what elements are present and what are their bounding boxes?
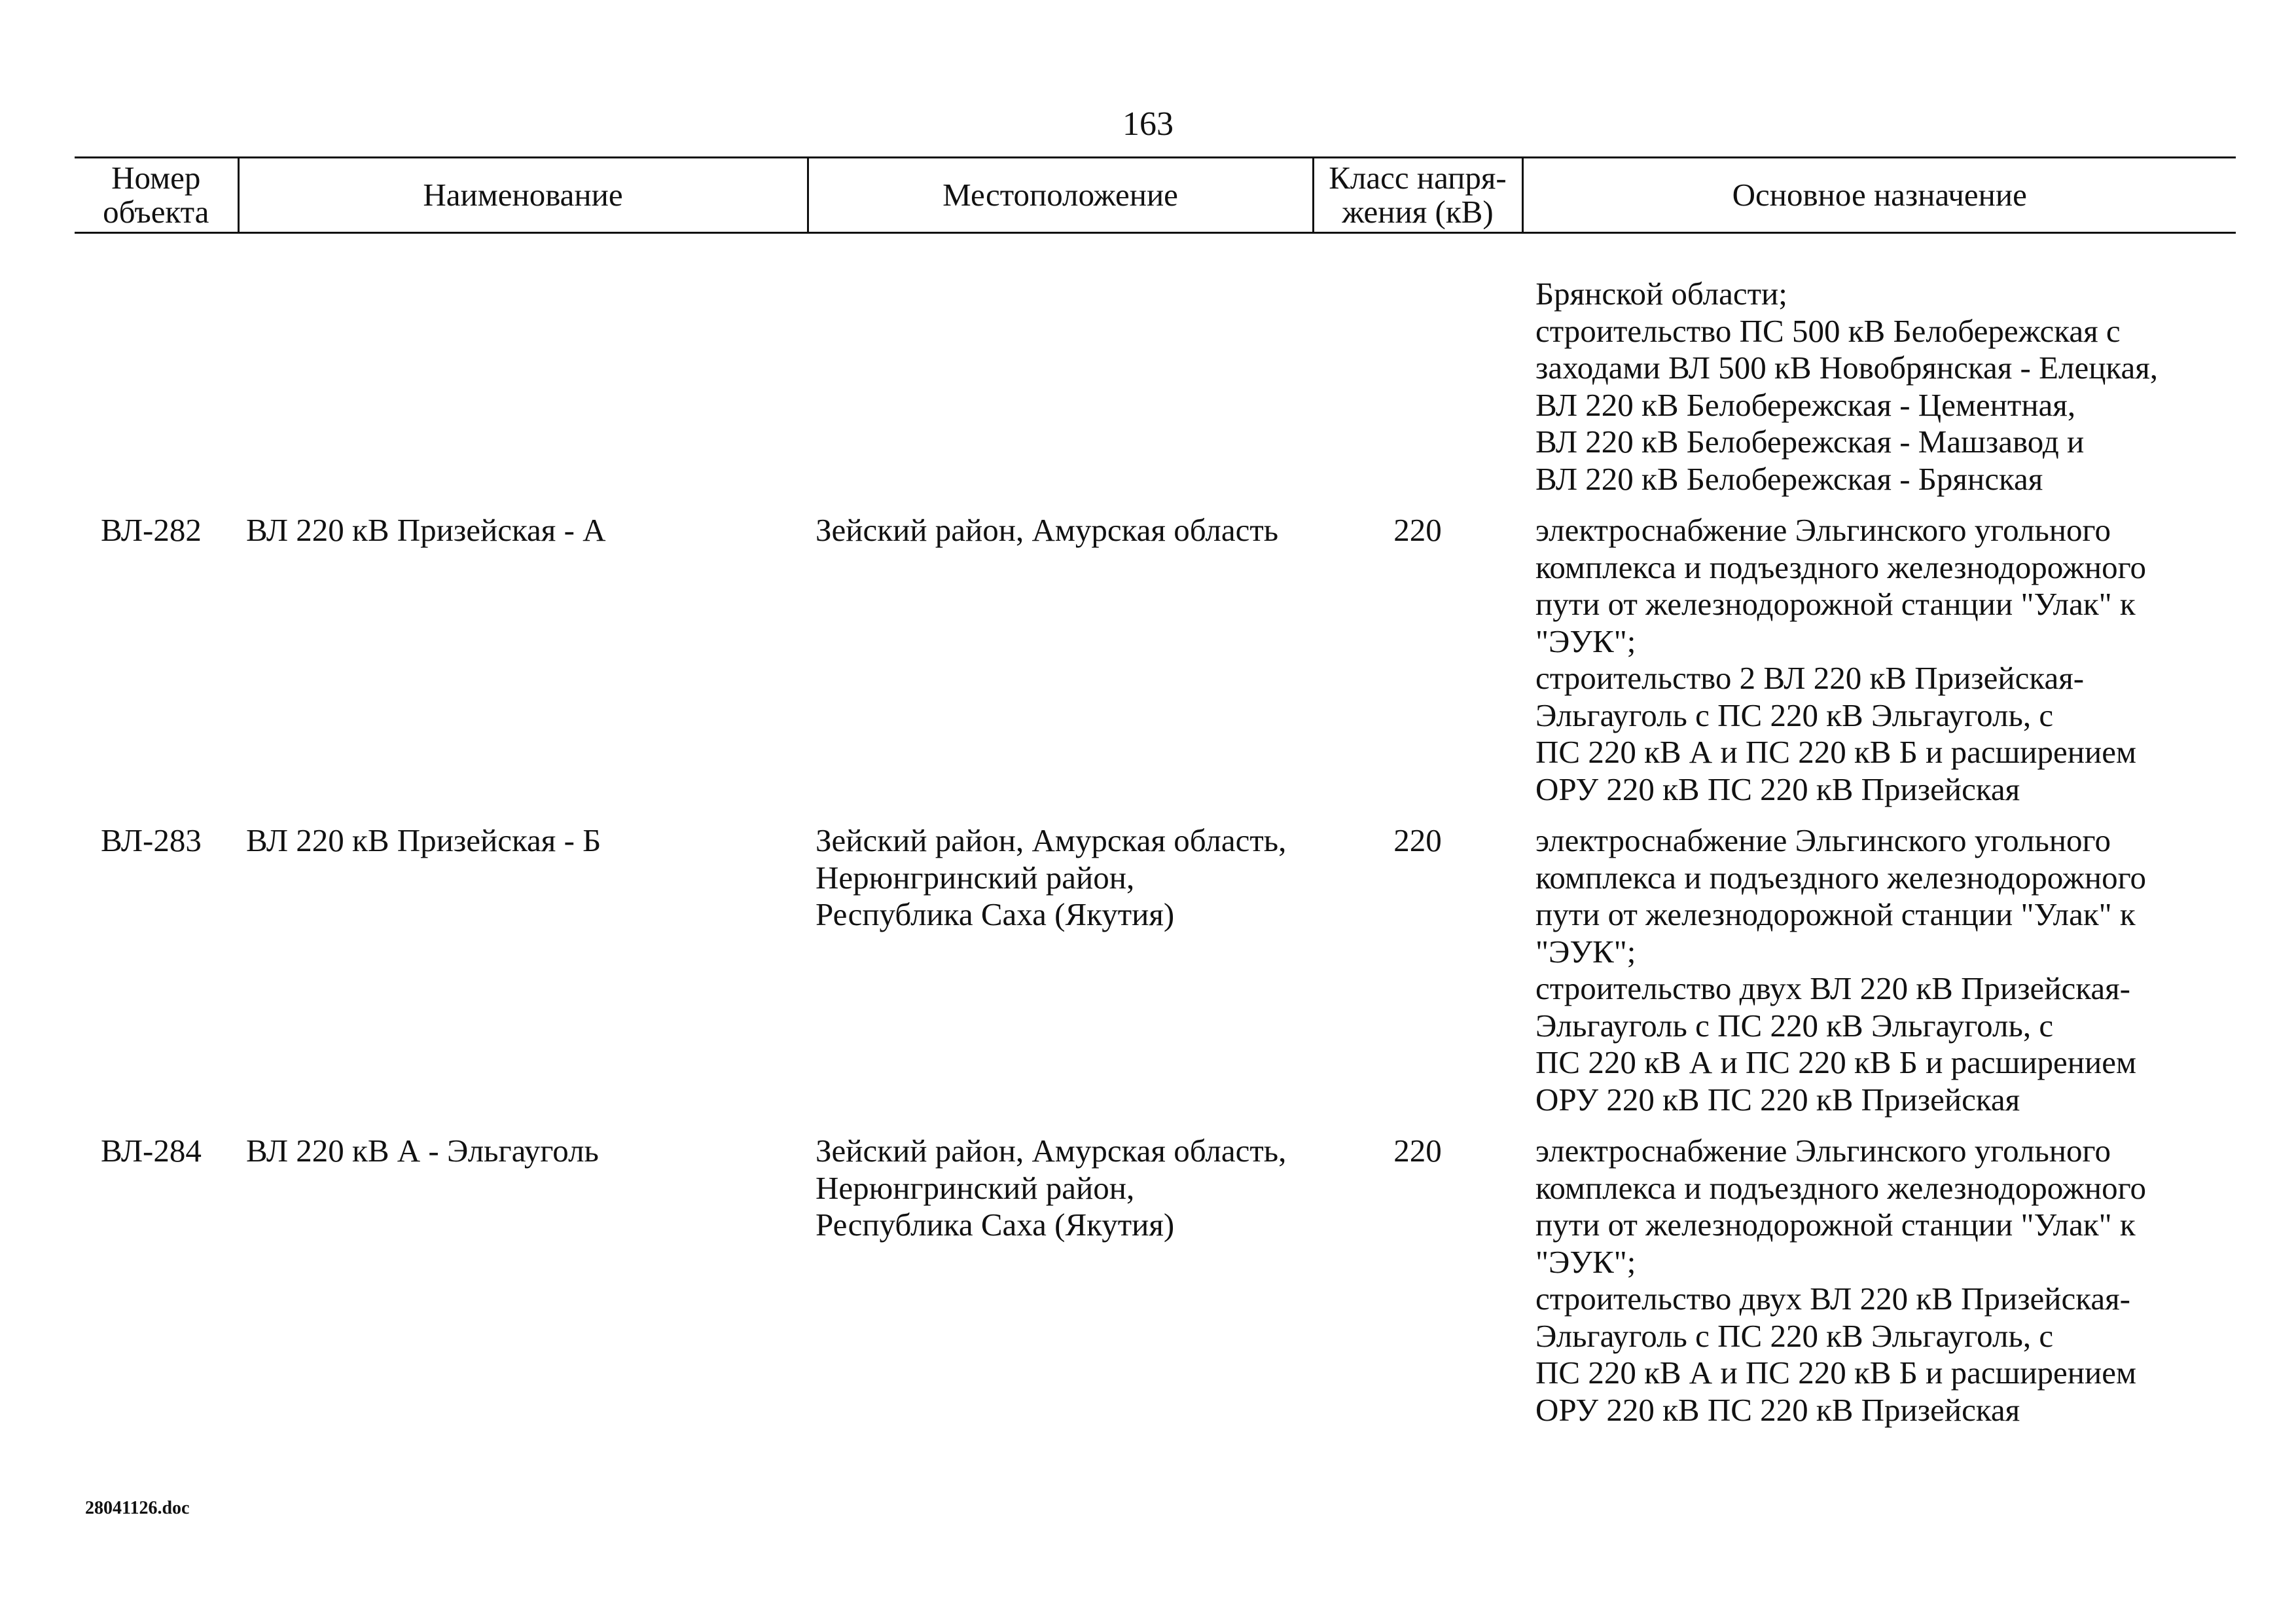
object-voltage-cell: 220 — [1393, 822, 1442, 858]
object-location-cell: Зейский район, Амурская область, Нерюнгринский район, Республика Саха (Якутия) — [816, 822, 1287, 932]
continuation-row — [75, 276, 2236, 498]
object-number-cell: ВЛ-282 — [101, 512, 202, 548]
objects-table — [75, 156, 2236, 1429]
header-name: Наименование — [238, 158, 808, 233]
object-location-cell: Зейский район, Амурская область — [816, 512, 1279, 548]
spacer-row — [75, 233, 2236, 276]
header-number: Номер объекта — [75, 158, 238, 233]
object-purpose-cell: электроснабжение Эльгинского угольного комплекса и подъездного железнодорожного пути от железнодорожной станции "Улак" к "ЭУК"; строительство двух ВЛ 220 кВ Призейская- Эльгауголь с ПС 220 кВ Эльгауголь, с ПС 220 кВ А и ПС 220 кВ Б и расширением ОРУ 220 кВ ПС 220 кВ Призейская — [1535, 822, 2146, 1118]
table-body — [75, 233, 2236, 1429]
footer-filename: 28041126.doc — [85, 1498, 190, 1518]
header-voltage: Класс напря- жения (кВ) — [1313, 158, 1522, 233]
header-location: Местоположение — [808, 158, 1313, 233]
object-purpose-cell: электроснабжение Эльгинского угольного комплекса и подъездного железнодорожного пути от железнодорожной станции "Улак" к "ЭУК"; строительство двух ВЛ 220 кВ Призейская- Эльгауголь с ПС 220 кВ Эльгауголь, с ПС 220 кВ А и ПС 220 кВ Б и расширением ОРУ 220 кВ ПС 220 кВ Призейская — [1535, 1133, 2146, 1428]
object-voltage-cell: 220 — [1393, 512, 1442, 548]
header-purpose: Основное назначение — [1522, 158, 2236, 233]
object-name-cell: ВЛ 220 кВ Призейская - Б — [246, 822, 601, 858]
continuation-purpose-cell: Брянской области; строительство ПС 500 кВ Белобережская с заходами ВЛ 500 кВ Новобрянская - Елецкая, ВЛ 220 кВ Белобережская - Цементная, ВЛ 220 кВ Белобережская - Машзавод и ВЛ 220 кВ Белобережская - Брянская — [1535, 276, 2159, 497]
object-name-cell: ВЛ 220 кВ А - Эльгауголь — [246, 1133, 599, 1169]
table-row — [75, 822, 2236, 1118]
object-purpose-cell: электроснабжение Эльгинского угольного комплекса и подъездного железнодорожного пути от железнодорожной станции "Улак" к "ЭУК"; строительство 2 ВЛ 220 кВ Призейская- Эльгауголь с ПС 220 кВ Эльгауголь, с ПС 220 кВ А и ПС 220 кВ Б и расширением ОРУ 220 кВ ПС 220 кВ Призейская — [1535, 512, 2146, 807]
table-header — [75, 158, 2236, 233]
table-row — [75, 1133, 2236, 1429]
table-row — [75, 512, 2236, 808]
object-number-cell: ВЛ-283 — [101, 822, 202, 858]
object-voltage-cell: 220 — [1393, 1133, 1442, 1169]
page-number: 163 — [1122, 105, 1174, 143]
object-location-cell: Зейский район, Амурская область, Нерюнгринский район, Республика Саха (Якутия) — [816, 1133, 1287, 1243]
object-name-cell: ВЛ 220 кВ Призейская - А — [246, 512, 606, 548]
object-number-cell: ВЛ-284 — [101, 1133, 202, 1169]
